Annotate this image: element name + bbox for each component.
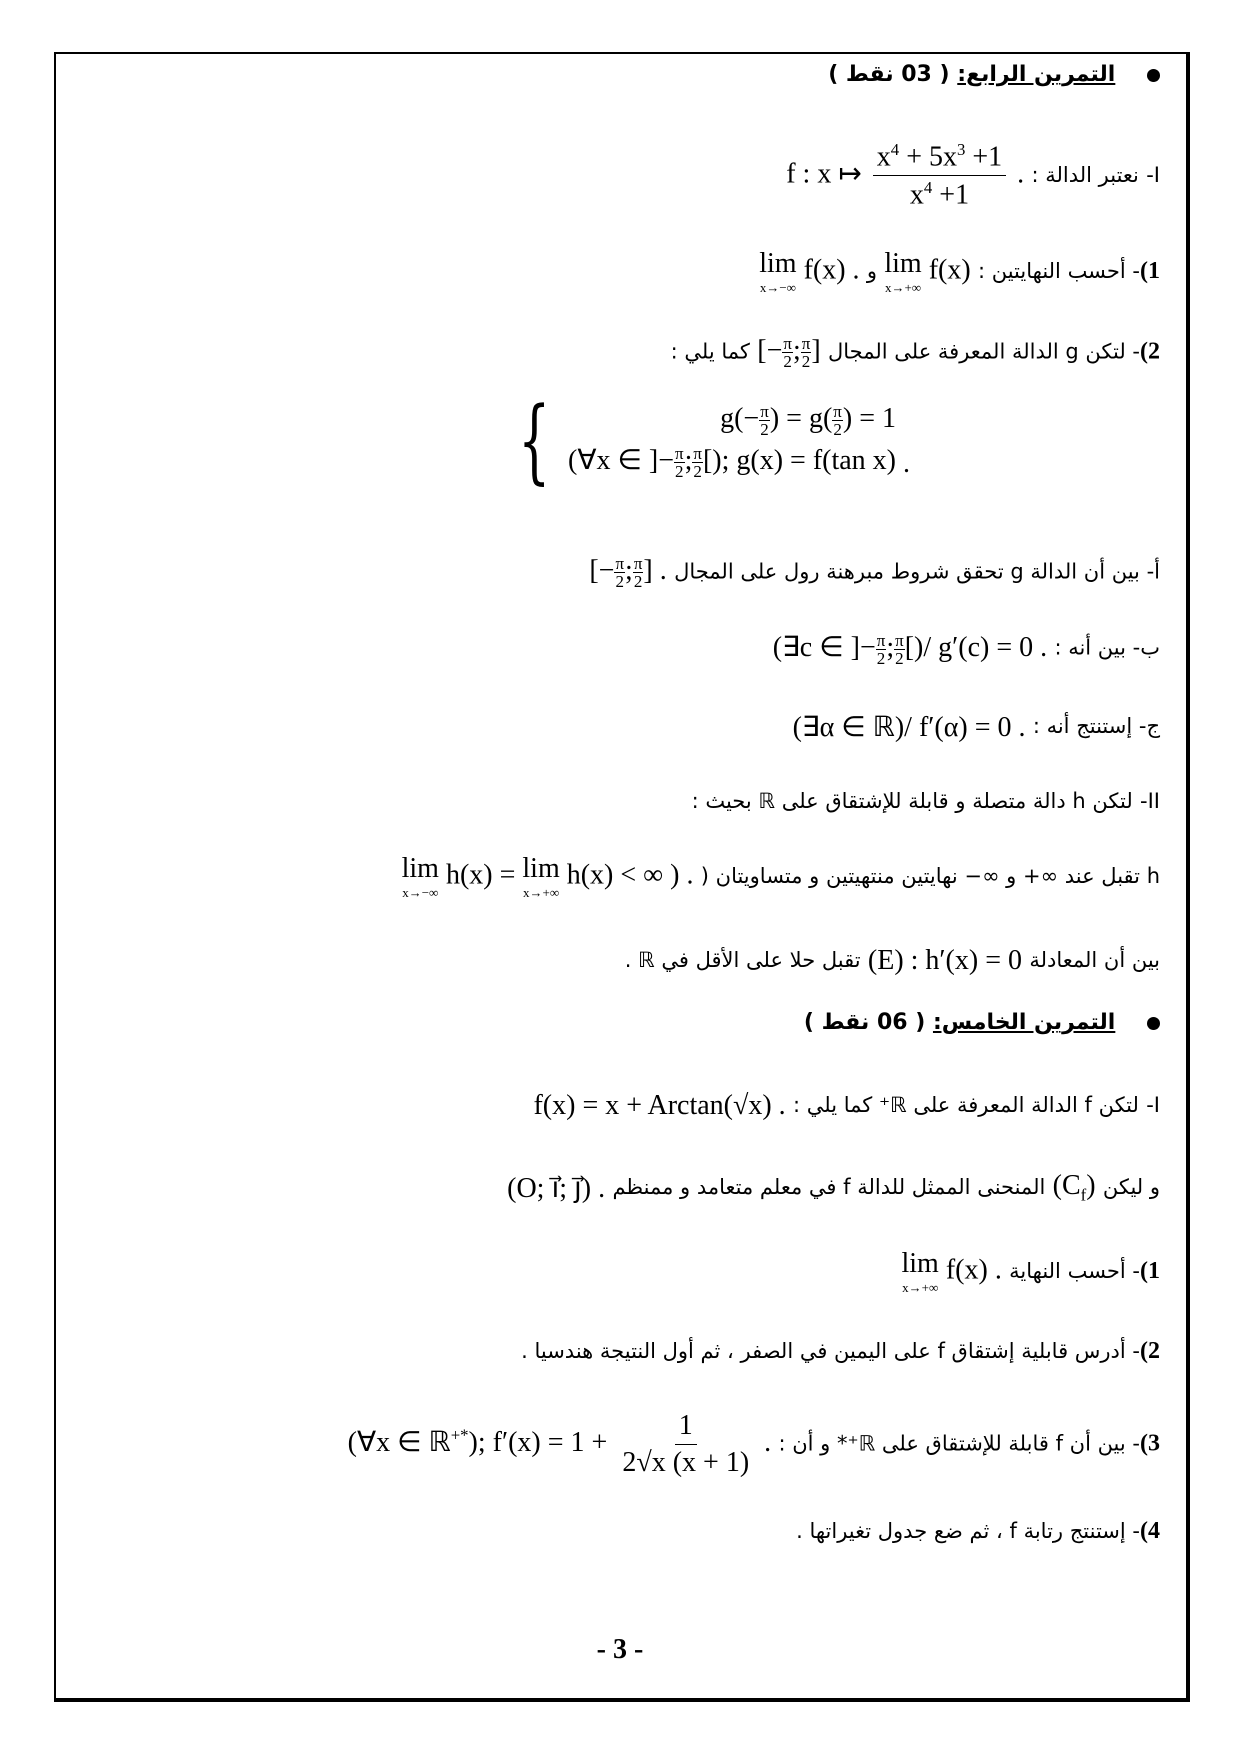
ex4-q1-line bbox=[60, 250, 1160, 294]
bullet-icon bbox=[1147, 69, 1160, 82]
exercise5-title: التمرين الخامس: bbox=[932, 1010, 1116, 1035]
ex5-curve-text: و ليكن bbox=[1102, 1174, 1160, 1199]
ex5-q4-text: - إستنتج رتابة f ، ثم ضع جدول تغيراتها . bbox=[796, 1519, 1140, 1543]
exercise5-points: ( 06 نقط ) bbox=[803, 1010, 926, 1035]
bullet-icon bbox=[1147, 1017, 1160, 1030]
ex4-qc-math: (∃α ∈ ℝ)/ f′(α) = 0 . bbox=[792, 712, 1026, 743]
ex5-curve-text2: المنحنى الممثل للدالة f في معلم متعامد و ممنظم bbox=[612, 1174, 1046, 1199]
ex4-part2-line3-tail: تقبل حلا على الأقل في ℝ . bbox=[624, 948, 861, 972]
ex5-f-formula: f(x) = x + Arctan(√x) . bbox=[533, 1090, 786, 1121]
ex4-part2-limits: lim x→−∞ h(x) = lim x→+∞ h(x) < ∞ ) . bbox=[401, 853, 694, 900]
ex4-lim-plus: lim x→+∞ f(x) bbox=[884, 248, 971, 295]
ex4-q2-line bbox=[60, 335, 1160, 370]
ex4-qb-line bbox=[60, 630, 1160, 667]
ex5-q2-line bbox=[60, 1338, 1160, 1365]
ex4-f-formula: f : x ↦ $\frac{x^4 + 5x^3 +1}{x^4 +1}$ . bbox=[786, 140, 1025, 211]
ex4-equation-E: (E) : h′(x) = 0 bbox=[867, 945, 1022, 976]
ex5-part1-label: I- bbox=[1146, 1093, 1160, 1117]
ex5-q3-text: - بين أن f قابلة للإشتقاق على ℝ⁺* و أن : bbox=[778, 1431, 1140, 1456]
ex5-curve-symbol: $(C_f)$ bbox=[1052, 1170, 1096, 1205]
ex4-q2-text: - لتكن g الدالة المعرفة على المجال bbox=[827, 339, 1140, 364]
ex5-q3-line bbox=[40, 1410, 1160, 1479]
ex4-q2-tail: كما يلي : bbox=[670, 339, 750, 364]
ex4-q1-and: و bbox=[866, 259, 878, 283]
exercise4-points: ( 03 نقط ) bbox=[828, 62, 950, 87]
ex4-qc-line bbox=[60, 710, 1160, 744]
ex5-derivative: (∀x ∈ ℝ+*); f′(x) = 1 + $\frac{1}{2√x (x + 1)}$ . bbox=[347, 1410, 772, 1478]
ex5-q4-line bbox=[60, 1518, 1160, 1545]
ex4-part2-line3 bbox=[60, 945, 1160, 977]
ex4-g-system bbox=[60, 387, 910, 494]
ex4-qa-text: أ- بين أن الدالة g تحقق شروط مبرهنة رول على المجال bbox=[674, 559, 1160, 584]
ex5-q1-num: 1) bbox=[1140, 1258, 1160, 1284]
ex5-part1-text: لتكن f الدالة المعرفة على ℝ⁺ كما يلي : bbox=[793, 1093, 1139, 1117]
ex4-part2-line3-text: بين أن المعادلة bbox=[1029, 948, 1160, 972]
ex4-part2-label: II- bbox=[1140, 789, 1160, 813]
exercise5-heading bbox=[60, 1010, 1160, 1035]
ex4-qb-text: ب- بين أنه : bbox=[1054, 635, 1160, 660]
ex4-part1-text: نعتبر الدالة : bbox=[1031, 162, 1139, 187]
ex4-qb-math: (∃c ∈ ]− $\frac{\pi}{2}$ ; $\frac{\pi}{2}$ [)/ g′(c) = 0 . bbox=[772, 631, 1048, 669]
ex4-qc-text: ج- إستنتج أنه : bbox=[1032, 714, 1160, 738]
page-number: - 3 - bbox=[596, 1634, 644, 1665]
ex4-qa-interval: [− $\frac{\pi}{2}$ ; $\frac{\pi}{2}$ ] . bbox=[589, 554, 667, 592]
ex4-part2-text: لتكن h دالة متصلة و قابلة للإشتقاق على ℝ بحيث : bbox=[691, 789, 1133, 813]
ex5-q1-text: - أحسب النهاية bbox=[1009, 1259, 1140, 1283]
ex5-q2-text: - أدرس قابلية إشتقاق f على اليمين في الصفر ، ثم أول النتيجة هندسيا . bbox=[521, 1339, 1140, 1363]
ex4-part1-line bbox=[60, 140, 1160, 212]
ex5-curve-line bbox=[60, 1170, 1160, 1206]
ex4-system-math: { g(− $\frac{\pi}{2}$ ) = g( $\frac{\pi}{2}$ ) = 1 (∀x ∈ ]− $\frac{\pi}{2}$ ; $\frac{\pi}{2}$ [); g(x) = f(tan x) . bbox=[518, 387, 910, 494]
ex4-interval: [− $\frac{\pi}{2}$ ; $\frac{\pi}{2}$ ] bbox=[757, 334, 821, 372]
exercise4-heading bbox=[60, 62, 1160, 87]
ex5-q3-num: 3) bbox=[1140, 1430, 1160, 1457]
ex4-qa-line bbox=[60, 555, 1160, 590]
ex4-q1-num: 1) bbox=[1140, 258, 1160, 284]
exercise4-title: التمرين الرابع: bbox=[957, 62, 1116, 87]
ex4-part1-label: I- bbox=[1146, 162, 1160, 187]
ex4-part2-line2-text: h تقبل عند ∞+ و ∞− نهايتين منتهيتين و متساويتان ( bbox=[700, 864, 1160, 888]
ex4-q2-num: 2) bbox=[1140, 338, 1160, 365]
ex4-q1-text: - أحسب النهايتين : bbox=[977, 259, 1140, 283]
ex4-lim-minus: lim x→−∞ f(x) . bbox=[759, 248, 860, 295]
ex5-q4-num: 4) bbox=[1140, 1518, 1160, 1544]
ex5-part1-line bbox=[60, 1090, 1160, 1122]
ex5-q1-lim: lim x→+∞ f(x) . bbox=[901, 1248, 1002, 1295]
ex4-part2-line bbox=[60, 788, 1160, 814]
ex5-frame: (O; i⃗; j⃗) . bbox=[507, 1172, 606, 1204]
ex5-q1-line bbox=[60, 1250, 1160, 1294]
ex5-q2-num: 2) bbox=[1140, 1338, 1160, 1364]
ex4-part2-line2 bbox=[60, 855, 1160, 899]
